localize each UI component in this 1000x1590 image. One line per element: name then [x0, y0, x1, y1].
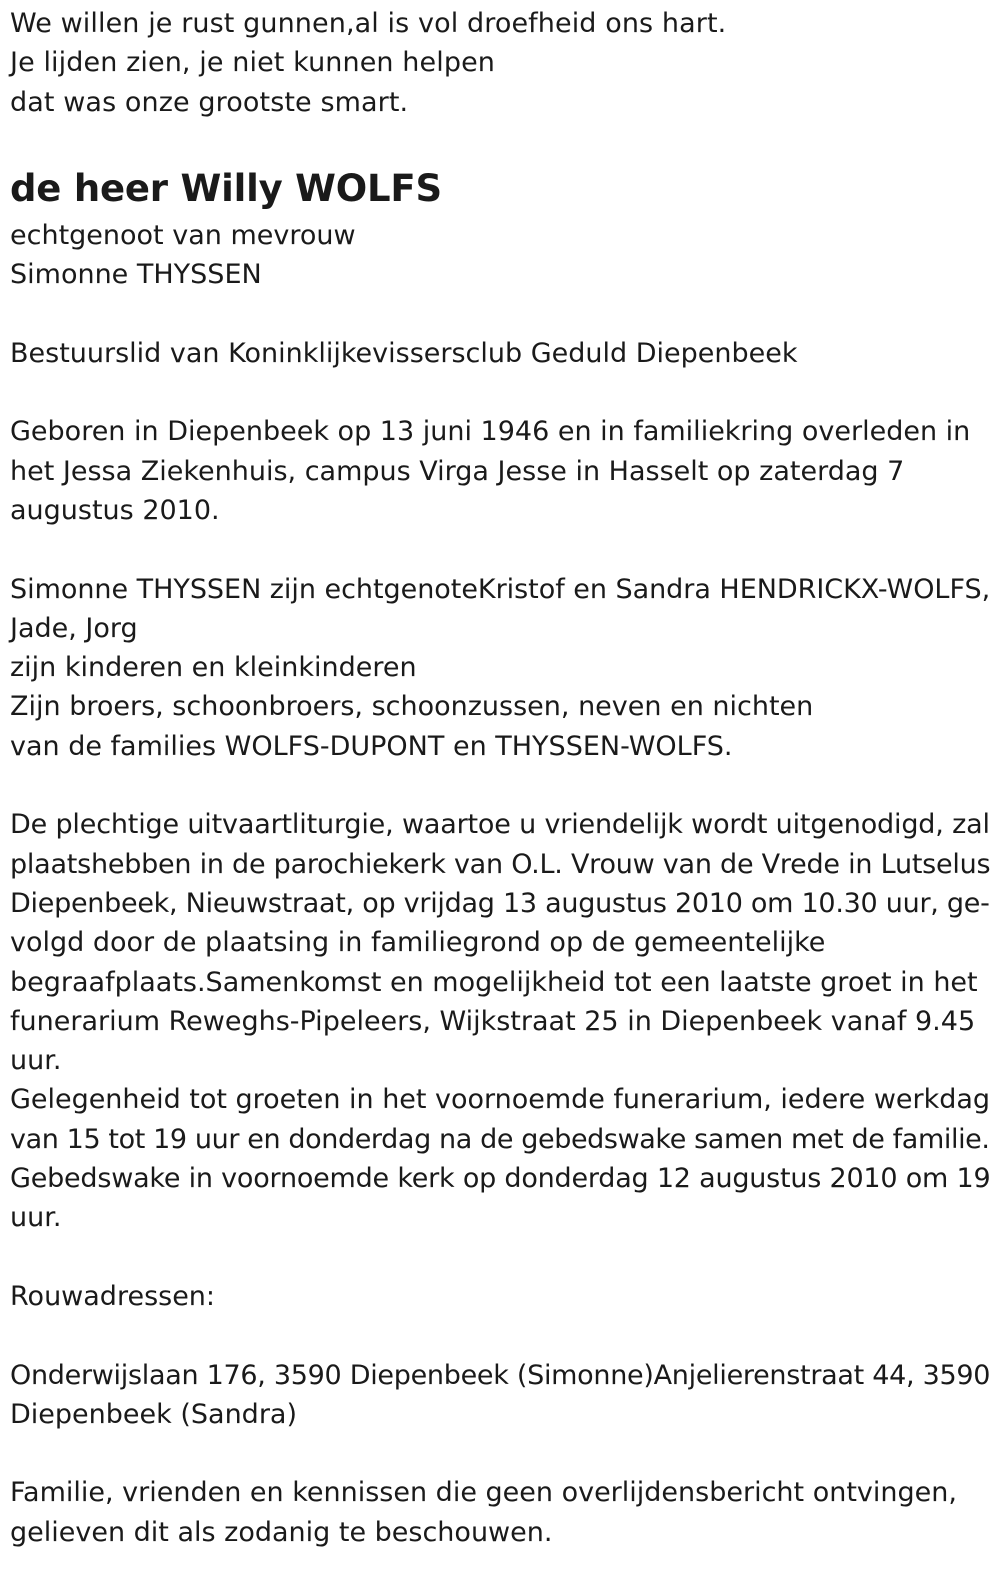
addresses-section — [10, 1356, 990, 1435]
birth-death-line: het Jessa Ziekenhuis, campus Virga Jesse in Hasselt op zaterdag 7 — [10, 455, 905, 487]
closing-section — [10, 1473, 990, 1552]
ceremony-line: De plechtige uitvaartliturgie, waartoe u vriendelijk wordt uitgenodigd, zal — [10, 809, 990, 841]
ceremony-line: funerarium Reweghs-Pipeleers, Wijkstraat 25 in Diepenbeek vanaf 9.45 — [10, 1005, 976, 1037]
ceremony-line: van 15 tot 19 uur en donderdag na de gebedswake samen met de familie. — [10, 1123, 990, 1155]
ceremony-line: Gelegenheid tot groeten in het voornoemde funerarium, iedere werkdag — [10, 1084, 990, 1116]
address-line: Diepenbeek (Sandra) — [10, 1398, 297, 1430]
role-line: Bestuurslid van Koninklijkevissersclub Geduld Diepenbeek — [10, 337, 798, 369]
spouse-info — [10, 216, 990, 295]
ceremony-line: plaatshebben in de parochiekerk van O.L. Vrouw van de Vrede in Lutselus — [10, 848, 991, 880]
ceremony-line: volgd door de plaatsing in familiegrond op de gemeentelijke — [10, 927, 826, 959]
poem-line: dat was onze grootste smart. — [10, 86, 409, 118]
poem-line: We willen je rust gunnen,al is vol droefheid ons hart. — [10, 8, 727, 39]
family-line: Zijn broers, schoonbroers, schoonzussen, neven en nichten — [10, 691, 814, 723]
spouse-line: Simonne THYSSEN — [10, 259, 262, 291]
poem-line: Je lijden zien, je niet kunnen helpen — [10, 47, 495, 79]
birth-death-section — [10, 412, 990, 530]
family-line: zijn kinderen en kleinkinderen — [10, 652, 417, 684]
family-line: Simonne THYSSEN zijn echtgenoteKristof en Sandra HENDRICKX-WOLFS, — [10, 573, 991, 605]
addresses-label: Rouwadressen: — [10, 1280, 216, 1312]
ceremony-line: begraafplaats.Samenkomst en mogelijkheid tot een laatste groet in het — [10, 966, 978, 998]
address-line: Onderwijslaan 176, 3590 Diepenbeek (Simonne)Anjelierenstraat 44, 3590 — [10, 1359, 991, 1391]
closing-line: gelieven dit als zodanig te beschouwen. — [10, 1516, 553, 1548]
ceremony-line: uur. — [10, 1045, 62, 1077]
ceremony-line: Gebedswake in voornoemde kerk op donderdag 12 augustus 2010 om 19 — [10, 1163, 991, 1195]
closing-line: Familie, vrienden en kennissen die geen overlijdensbericht ontvingen, — [10, 1477, 957, 1509]
deceased-name: de heer Willy WOLFS — [10, 166, 442, 210]
addresses-label-section — [10, 1277, 990, 1316]
ceremony-section — [10, 805, 990, 1237]
role-section — [10, 334, 990, 373]
poem — [10, 4, 990, 122]
family-line: Jade, Jorg — [10, 612, 138, 644]
ceremony-line: Diepenbeek, Nieuwstraat, op vrijdag 13 augustus 2010 om 10.30 uur, ge- — [10, 887, 990, 919]
spouse-line: echtgenoot van mevrouw — [10, 219, 356, 251]
birth-death-line: augustus 2010. — [10, 494, 220, 526]
family-line: van de families WOLFS-DUPONT en THYSSEN-WOLFS. — [10, 730, 733, 762]
family-section — [10, 570, 990, 766]
birth-death-line: Geboren in Diepenbeek op 13 juni 1946 en in familiekring overleden in — [10, 416, 971, 448]
ceremony-line: uur. — [10, 1202, 62, 1234]
